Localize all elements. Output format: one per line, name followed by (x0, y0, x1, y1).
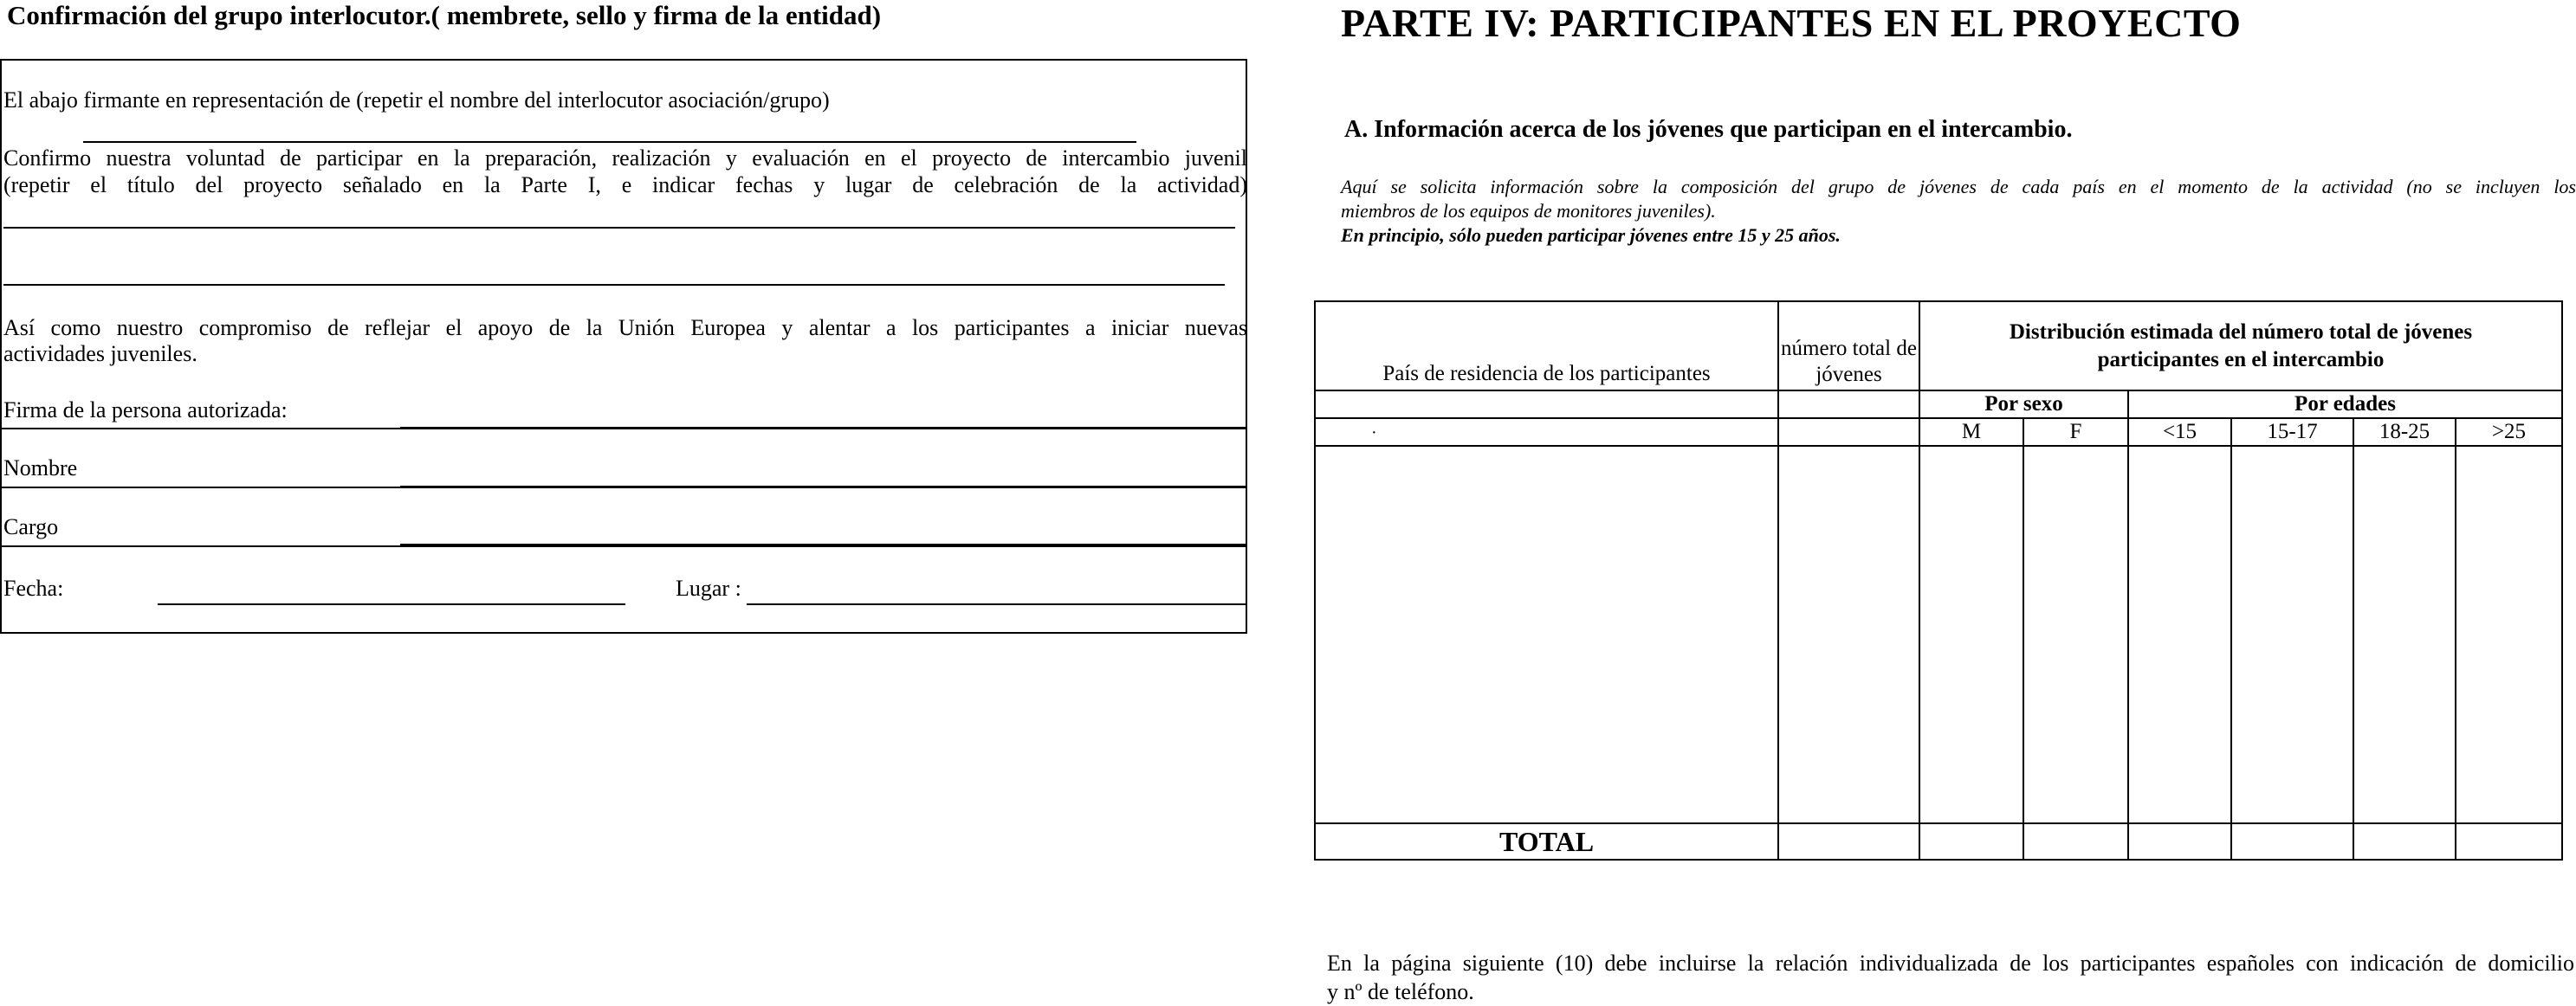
total-f-cell[interactable] (2023, 823, 2128, 860)
confirm-text-line1: Confirmo nuestra voluntad de participar en la preparación, realización y evaluación en el proyecto de intercambio juvenil (3, 145, 1247, 171)
18-25-input-cell[interactable] (2353, 446, 2456, 823)
col-f: F (2023, 418, 2128, 446)
por-sexo-header: Por sexo (1919, 390, 2128, 418)
lugar-label: Lugar : (676, 576, 741, 601)
por-edades-header: Por edades (2128, 390, 2562, 418)
project-title-line-1[interactable] (3, 227, 1235, 229)
commitment-text-line2: actividades juveniles. (3, 341, 197, 366)
country-header-spacer (1315, 390, 1778, 418)
total-column-header: número total de jóvenes (1778, 301, 1919, 390)
intro-text-line1: Aquí se solicita información sobre la composición del grupo de jóvenes de cada país en el momento de la actividad (no se incluyen los (1341, 176, 2576, 197)
col-15-17: 15-17 (2231, 418, 2353, 446)
section-a-heading: A. Información acerca de los jóvenes que participan en el intercambio. (1344, 116, 2073, 143)
total-18-25-cell[interactable] (2353, 823, 2456, 860)
firma-label: Firma de la persona autorizada: (3, 397, 288, 422)
intro-text-line2: miembros de los equipos de monitores juveniles). (1341, 200, 1716, 222)
intro-age-rule: En principio, sólo pueden participar jóvenes entre 15 y 25 años. (1341, 224, 1841, 246)
nombre-label: Nombre (3, 455, 78, 480)
representation-text: El abajo firmante en representación de (repetir el nombre del interlocutor asociación/grupo) (3, 87, 830, 113)
col-m: M (1919, 418, 2023, 446)
distribution-header: Distribución estimada del número total de jóvenes participantes en el intercambio (1919, 301, 2562, 390)
total-over-25-cell[interactable] (2456, 823, 2562, 860)
total-input-cell[interactable] (1778, 446, 1919, 823)
commitment-text-line1: Así como nuestro compromiso de reflejar el apoyo de la Unión Europea y alentar a los participantes a iniciar nuevas (3, 315, 1247, 340)
total-sum-cell[interactable] (1778, 823, 1919, 860)
total-m-cell[interactable] (1919, 823, 2023, 860)
table-total-row (1315, 823, 2562, 860)
footer-note-line2: y nº de teléfono. (1327, 979, 1474, 1004)
dot-marker: · (1315, 418, 1778, 446)
interlocutor-name-line[interactable] (83, 141, 1136, 143)
col-under-15: <15 (2128, 418, 2231, 446)
firma-separator (0, 428, 1247, 429)
table-body-row (1315, 446, 2562, 823)
total-header-spacer (1778, 390, 1919, 418)
f-input-cell[interactable] (2023, 446, 2128, 823)
footer-note (1327, 949, 2574, 1006)
footer-note-line1: En la página siguiente (10) debe incluirse la relación individualizada de los participantes españoles con indicación de domicilio (1327, 951, 2574, 976)
col-18-25: 18-25 (2353, 418, 2456, 446)
project-title-line-2[interactable] (3, 284, 1225, 286)
page-title: PARTE IV: PARTICIPANTES EN EL PROYECTO (1341, 1, 2242, 45)
nombre-separator (0, 487, 1247, 488)
participants-table (1314, 300, 2563, 861)
country-column-header: País de residencia de los participantes (1315, 301, 1778, 390)
m-input-cell[interactable] (1919, 446, 2023, 823)
col-over-25: >25 (2456, 418, 2562, 446)
15-17-input-cell[interactable] (2231, 446, 2353, 823)
confirm-text-line2: (repetir el título del proyecto señalado en la Parte I, e indicar fechas y lugar de celebración de la actividad) (3, 172, 1247, 197)
country-input-cell[interactable] (1315, 446, 1778, 823)
under-15-input-cell[interactable] (2128, 446, 2231, 823)
lugar-line[interactable] (747, 603, 1247, 605)
total-under-15-cell[interactable] (2128, 823, 2231, 860)
total-15-17-cell[interactable] (2231, 823, 2353, 860)
total-row-label: TOTAL (1315, 823, 1778, 860)
subheader-spacer (1778, 418, 1919, 446)
fecha-line[interactable] (158, 603, 625, 605)
over-25-input-cell[interactable] (2456, 446, 2562, 823)
form-heading: Confirmación del grupo interlocutor.( membrete, sello y firma de la entidad) (7, 0, 882, 30)
cargo-label: Cargo (3, 514, 59, 539)
fecha-label: Fecha: (3, 576, 64, 601)
cargo-separator (0, 545, 1247, 547)
